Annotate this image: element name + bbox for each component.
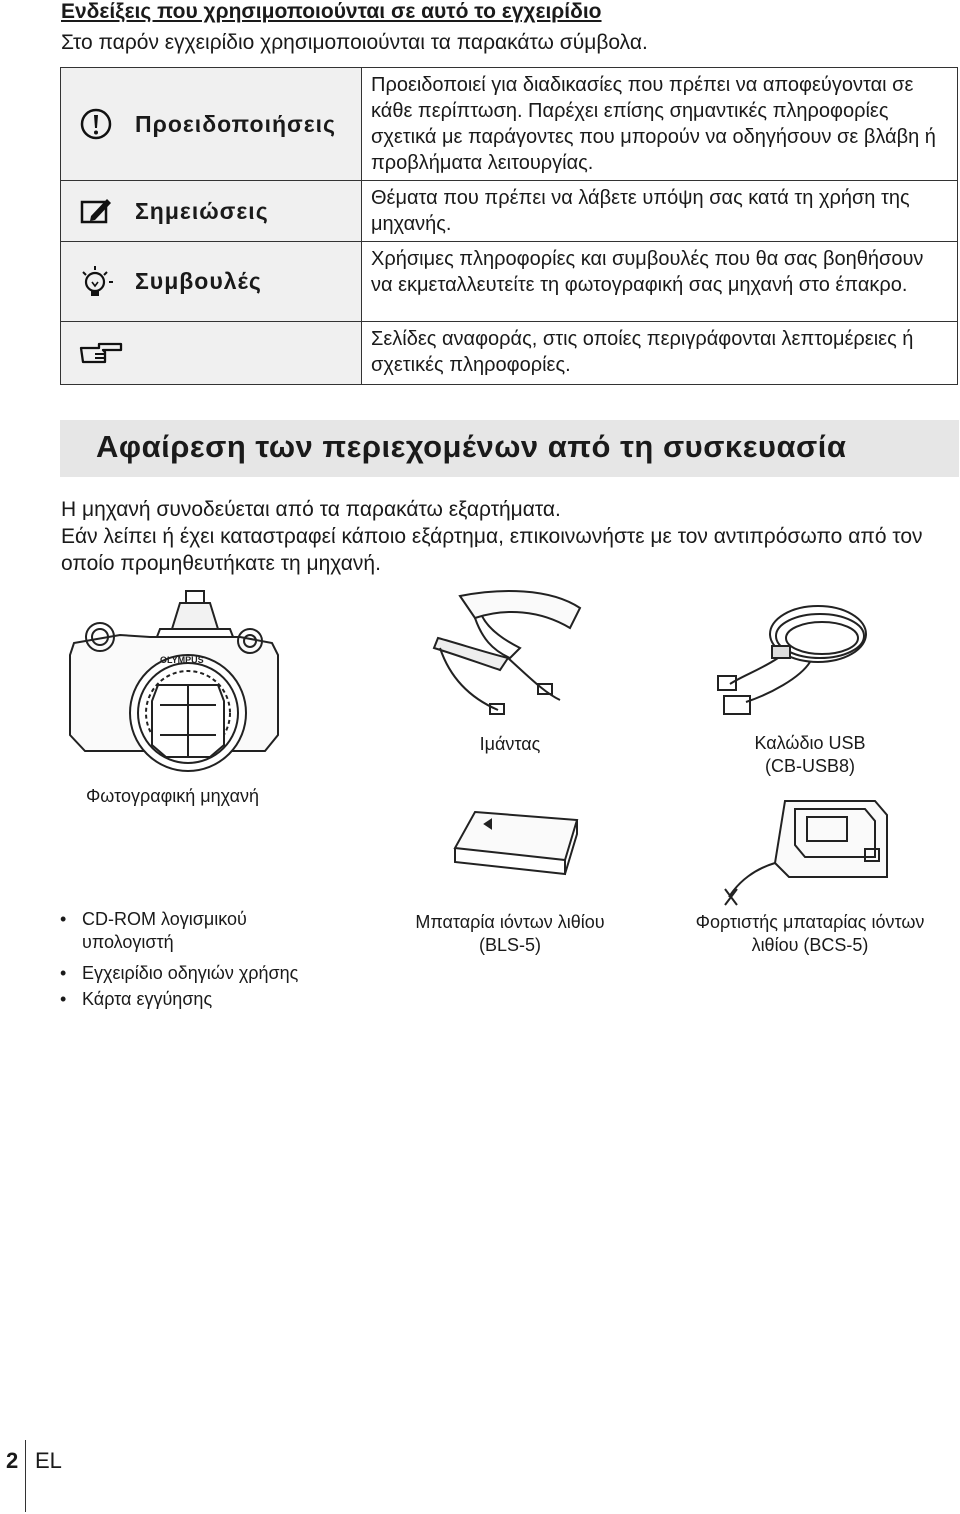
camera-illustration	[60, 585, 290, 775]
list-item: • Κάρτα εγγύησης	[60, 986, 312, 1012]
list-item: • Εγχειρίδιο οδηγιών χρήσης	[60, 960, 312, 986]
usb-cable-illustration	[710, 588, 890, 728]
section-banner	[60, 420, 959, 477]
page-number: 2	[6, 1448, 19, 1473]
symbol-desc-reference: Σελίδες αναφοράς, στις οποίες περιγράφονται λεπτομέρειες ή σχετικές πληροφορίες.	[362, 322, 958, 385]
section-title: Αφαίρεση των περιεχομένων από τη συσκευασία	[96, 429, 847, 464]
usb-cable-label: Καλώδιο USB (CB-USB8)	[754, 733, 866, 776]
pointing-hand-icon	[79, 340, 123, 366]
symbol-cell-warnings	[61, 68, 362, 181]
charger-illustration	[715, 795, 895, 907]
camera-brand: OLYMPUS	[160, 655, 204, 665]
note-pencil-icon	[79, 196, 113, 226]
symbol-label-tips: Συμβουλές	[135, 268, 262, 294]
battery-label: Μπαταρία ιόντων λιθίου (BLS-5)	[415, 912, 605, 955]
symbol-desc-notes: Θέματα που πρέπει να λάβετε υπόψη σας κατά τη χρήση της μηχανής.	[362, 181, 958, 242]
additional-items-list	[60, 908, 312, 1012]
symbol-cell-reference	[61, 322, 362, 385]
contents-note: Εάν λείπει ή έχει καταστραφεί κάποιο εξάρτημα, επικοινωνήστε με τον αντιπρόσωπο από τον οποίο προμηθευτήκατε τη μηχανή.	[61, 525, 923, 575]
footer-divider	[25, 1440, 26, 1512]
symbol-cell-tips	[61, 242, 362, 322]
symbol-cell-notes	[61, 181, 362, 242]
contents-intro: Η μηχανή συνοδεύεται από τα παρακάτω εξαρτήματα.	[61, 498, 561, 521]
camera-label: Φωτογραφική μηχανή	[85, 786, 260, 806]
section-heading-indications: Ενδείξεις που χρησιμοποιούνται σε αυτό το εγχειρίδιο	[61, 0, 602, 23]
symbol-desc-warnings: Προειδοποιεί για διαδικασίες που πρέπει να αποφεύγονται σε κάθε περίπτωση. Παρέχει επίσης σημαντικές πληροφορίες σχετικά με παράγοντες που μπορούν να οδηγήσουν σε βλάβη ή προβλήματα λειτουργίας.	[362, 68, 958, 181]
intro-text: Στο παρόν εγχειρίδιο χρησιμοποιούνται τα παρακάτω σύμβολα.	[61, 31, 648, 54]
strap-label: Ιμάντας	[479, 734, 541, 754]
symbol-label-warnings: Προειδοποιήσεις	[135, 110, 337, 137]
symbol-label-notes: Σημειώσεις	[135, 197, 269, 224]
list-item: • CD-ROM λογισμικού υπολογιστή	[60, 908, 312, 954]
symbols-table	[60, 67, 958, 385]
lightbulb-icon	[79, 264, 113, 300]
charger-label: Φορτιστής μπαταρίας ιόντων λιθίου (BCS-5)	[695, 912, 925, 955]
language-code: EL	[35, 1448, 62, 1473]
strap-illustration	[420, 588, 600, 728]
symbol-desc-tips: Χρήσιμες πληροφορίες και συμβουλές που θα σας βοηθήσουν να εκμεταλλευτείτε τη φωτογραφική σας μηχανή στο έπακρο.	[362, 242, 958, 322]
battery-illustration	[445, 800, 585, 880]
warning-icon	[79, 107, 113, 141]
